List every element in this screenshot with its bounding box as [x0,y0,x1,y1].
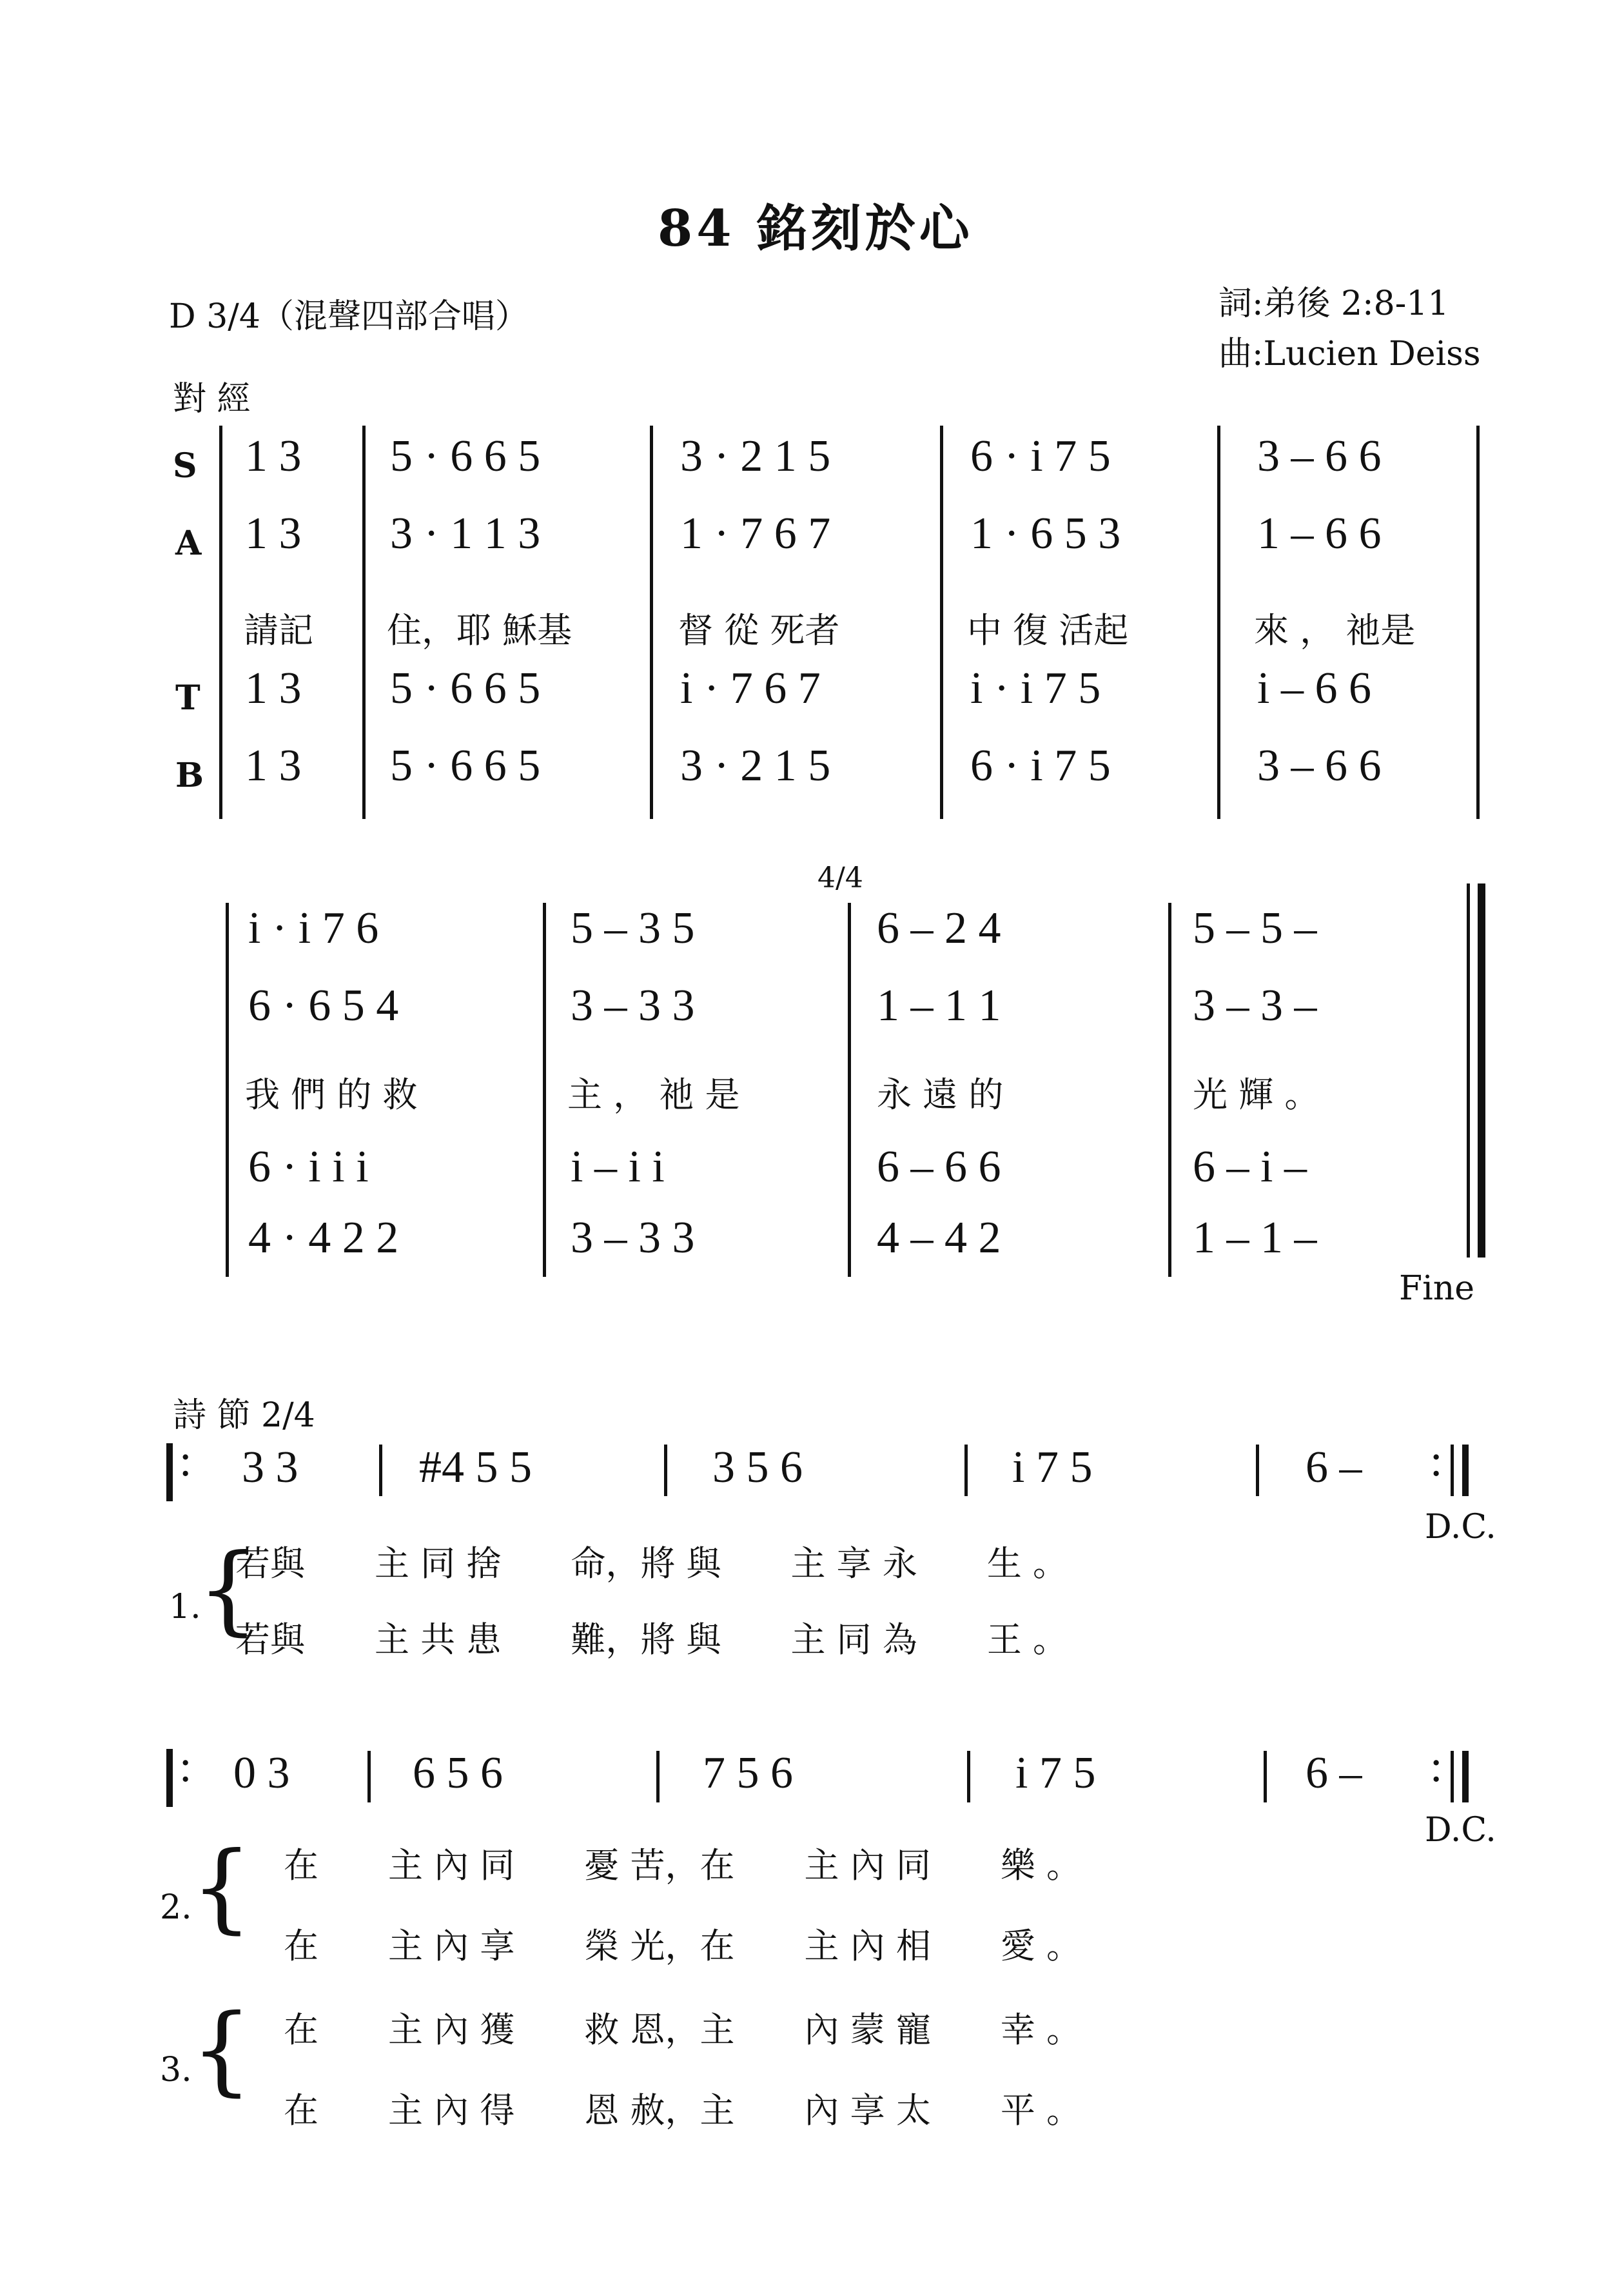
notes-b-m4: 6 · i 7 5 [970,741,1111,791]
verse2-lyrics-line1: 在 主 內 同 憂 苦，在 主 內 同 樂 。 [284,1845,1081,1886]
notes-a-m3: 1 · 7 6 7 [680,509,831,558]
notes-a-m1: 1 3 [245,509,302,558]
notes-s-m4: 6 · i 7 5 [970,431,1111,481]
lyrics-m5: 來 ， 祂是 [1254,610,1416,651]
key-signature: D 3/4（混聲四部合唱） [169,297,529,336]
lyrics-m3: 督 從 死者 [678,610,840,651]
repeat-dots: : [1430,1436,1443,1486]
notes-t-m5: i – 6 6 [1257,664,1371,713]
lyrics-m1: 請記 [244,610,313,651]
notes-t-m7: i – i i [571,1142,665,1192]
music-credit: 曲:Lucien Deiss [1218,335,1481,373]
barline [656,1751,660,1802]
notes-s-m7: 5 – 3 5 [571,903,695,953]
repeat-start-barline [166,1443,173,1501]
notes-b-m7: 3 – 3 3 [571,1213,695,1263]
notes-b-m1: 1 3 [245,741,302,791]
lyrics-m9: 光 輝 。 [1193,1074,1320,1115]
section-chorus-label: 對 經 [173,380,251,419]
repeat-end-barline-thick [1462,1751,1469,1802]
repeat-dots: : [1430,1742,1443,1791]
lyrics-m4: 中 復 活起 [967,610,1129,651]
verse-number-3: 3. [160,2051,192,2089]
final-barline-thick [1478,883,1485,1258]
barline [362,426,366,819]
verse-number-2: 2. [160,1888,192,1927]
verse1-notes-m1: 3 3 [242,1443,298,1492]
notes-s-m1: 1 3 [245,431,302,481]
notes-b-m3: 3 · 2 1 5 [680,741,831,791]
notes-a-m9: 3 – 3 – [1193,981,1317,1031]
verse1-notes-m5: 6 – [1306,1443,1362,1492]
barline [1264,1751,1267,1802]
voice-label-b: B [175,756,204,795]
repeat-end-barline-thick [1462,1445,1469,1496]
notes-b-m5: 3 – 6 6 [1257,741,1382,791]
barline [219,426,222,819]
barline [848,903,851,1277]
section-verse-label: 詩 節 2/4 [173,1396,315,1435]
repeat-dots: : [179,1436,192,1486]
lyrics-credit: 詞:弟後 2:8-11 [1218,284,1449,323]
time-change: 4/4 [817,862,863,894]
voice-label-t: T [175,678,201,718]
verse-number-1: 1. [169,1588,201,1626]
verse1-lyrics-line2: 若與 主 共 患 難，將 與 主 同 為 王 。 [235,1619,1068,1660]
barline [543,903,546,1277]
verse1-notes-m2: #4 5 5 [419,1443,532,1492]
notes-t-m3: i · 7 6 7 [680,664,821,713]
dc-mark: D.C. [1425,1811,1496,1850]
verse1-lyrics-line1: 若與 主 同 捨 命，將 與 主 享 永 生 。 [235,1543,1068,1584]
verse23-notes-m5: 6 – [1306,1748,1362,1798]
notes-t-m2: 5 · 6 6 5 [390,664,541,713]
notes-s-m6: i · i 7 6 [248,903,379,953]
page-title: 84 銘刻於心 [658,199,973,258]
verse3-lyrics-line1: 在 主 內 獲 救 恩，主 內 蒙 寵 幸 。 [284,2009,1081,2050]
barline [1476,426,1480,819]
notes-s-m2: 5 · 6 6 5 [390,431,541,481]
notes-a-m7: 3 – 3 3 [571,981,695,1031]
verse2-lyrics-line2: 在 主 內 享 榮 光，在 主 內 相 愛 。 [284,1926,1081,1966]
notes-s-m3: 3 · 2 1 5 [680,431,831,481]
notes-t-m1: 1 3 [245,664,302,713]
final-barline-thin [1467,883,1470,1258]
repeat-end-barline [1451,1445,1454,1496]
notes-t-m9: 6 – i – [1193,1142,1307,1192]
verse23-notes-m4: i 7 5 [1015,1748,1096,1798]
notes-s-m8: 6 – 2 4 [877,903,1001,953]
barline [226,903,229,1277]
notes-a-m2: 3 · 1 1 3 [390,509,541,558]
notes-t-m8: 6 – 6 6 [877,1142,1001,1192]
notes-b-m8: 4 – 4 2 [877,1213,1001,1263]
verse3-lyrics-line2: 在 主 內 得 恩 赦，主 內 享 太 平 。 [284,2090,1081,2131]
verse1-notes-m4: i 7 5 [1012,1443,1093,1492]
voice-label-s: S [173,446,197,486]
notes-t-m4: i · i 7 5 [970,664,1101,713]
notes-b-m6: 4 · 4 2 2 [248,1213,399,1263]
notes-b-m9: 1 – 1 – [1193,1213,1317,1263]
dc-mark: D.C. [1425,1508,1496,1546]
fine-mark: Fine [1399,1269,1474,1308]
verse1-notes-m3: 3 5 6 [712,1443,803,1492]
lyrics-m6: 我 們 的 救 [245,1074,418,1115]
voice-label-a: A [175,524,202,563]
verse-brace: { [191,1831,253,1944]
notes-a-m4: 1 · 6 5 3 [970,509,1121,558]
notes-t-m6: 6 · i i i [248,1142,369,1192]
repeat-start-barline [166,1749,173,1807]
notes-s-m5: 3 – 6 6 [1257,431,1382,481]
barline [379,1445,382,1496]
notes-b-m2: 5 · 6 6 5 [390,741,541,791]
lyrics-m2: 住，耶 穌基 [387,610,572,651]
barline [1217,426,1220,819]
barline [1256,1445,1259,1496]
lyrics-m7: 主 ， 祂 是 [567,1074,740,1115]
barline [1168,903,1171,1277]
notes-s-m9: 5 – 5 – [1193,903,1317,953]
notes-a-m5: 1 – 6 6 [1257,509,1382,558]
verse-brace: { [191,1994,253,2106]
barline [650,426,653,819]
notes-a-m6: 6 · 6 5 4 [248,981,399,1031]
barline [664,1445,667,1496]
verse23-notes-m1: 0 3 [233,1748,290,1798]
verse-brace: { [197,1534,259,1646]
repeat-end-barline [1451,1751,1454,1802]
notes-a-m8: 1 – 1 1 [877,981,1001,1031]
repeat-dots: : [179,1742,192,1791]
verse23-notes-m3: 7 5 6 [703,1748,793,1798]
verse23-notes-m2: 6 5 6 [413,1748,503,1798]
barline [367,1751,371,1802]
lyrics-m8: 永 遠 的 [877,1074,1004,1115]
barline [967,1751,970,1802]
barline [940,426,943,819]
barline [964,1445,968,1496]
